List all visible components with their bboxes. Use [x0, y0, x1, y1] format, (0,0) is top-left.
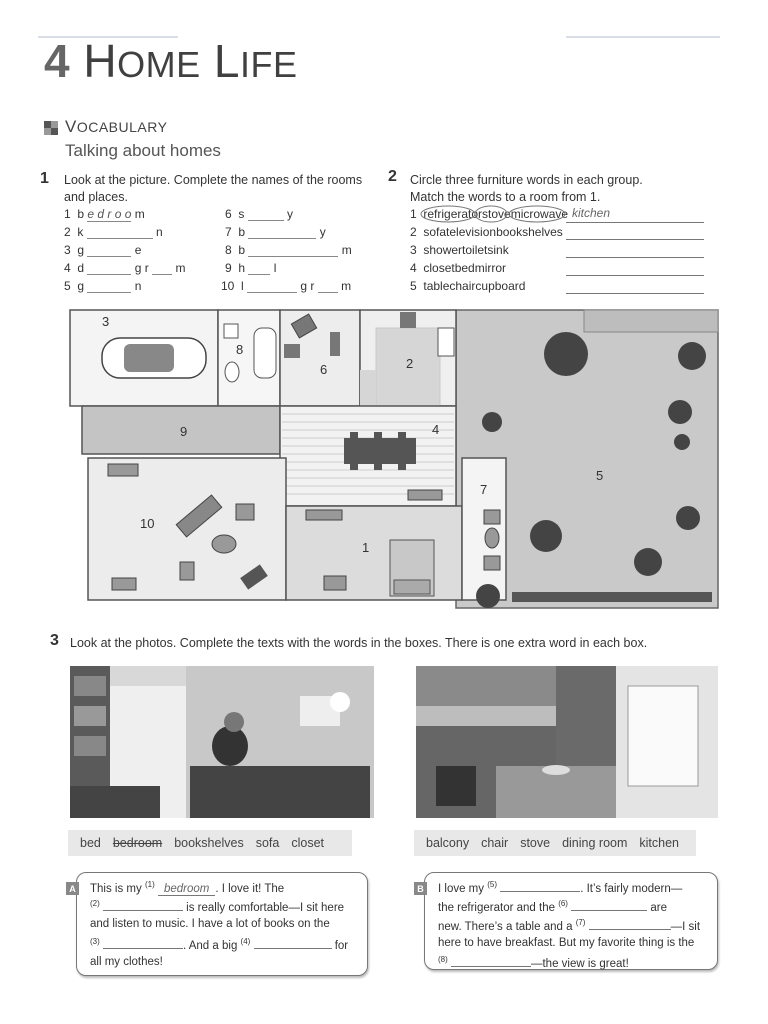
plan-label-8: 8 [236, 342, 244, 357]
text-b-badge: B [414, 882, 427, 895]
ex1-item-9[interactable]: 9 h l [225, 261, 277, 275]
ex2-item-4[interactable]: 4 closetbedmirror [410, 261, 507, 275]
exercise2-instruction: Circle three furniture words in each group. Match the words to a room from 1. [410, 173, 643, 204]
word-balcony: balcony [426, 836, 470, 850]
car-icon [102, 338, 206, 378]
ex2-item-5[interactable]: 5 tablechaircupboard [410, 279, 526, 293]
ex2-item-2[interactable]: 2 sofatelevisionbookshelves [410, 225, 563, 239]
plan-label-2: 2 [406, 356, 414, 371]
vocabulary-icon [44, 121, 58, 135]
floor-plan [68, 308, 720, 610]
plan-label-5: 5 [596, 468, 604, 483]
word-box-b [414, 830, 696, 856]
text-a-line-3: and listen to music. I have a lot of books on the [90, 918, 330, 930]
word-box-a [68, 830, 352, 856]
word-bedroom: bedroom [112, 836, 163, 850]
word-kitchen: kitchen [639, 836, 680, 850]
text-b-line-2[interactable]: the refrigerator and the $^{(6)}$ are [438, 899, 667, 914]
ex1-item-2[interactable]: 2 k n [64, 225, 163, 239]
text-a-line-5: all my clothes! [90, 956, 163, 968]
ex2-item-1[interactable]: 1 refrigeratorstovemicrowave [410, 207, 569, 221]
ex2-line-5[interactable] [566, 293, 704, 294]
plan-label-9: 9 [180, 424, 188, 439]
ex2-circle-marks [420, 203, 570, 225]
word-dining-room: dining room [562, 836, 628, 850]
word-chair: chair [481, 836, 509, 850]
text-a-line-4[interactable]: $^{(3)}$ . And a big $^{(4)}$ for [90, 937, 349, 952]
kitchen-photo [416, 666, 718, 818]
section-title: VOCABULARY [65, 117, 168, 136]
ex2-line-1[interactable] [566, 222, 704, 223]
text-a-line-2[interactable]: $^{(2)}$ is really comfortable—I sit here [90, 899, 345, 914]
word-sofa: sofa [255, 836, 280, 850]
text-a-badge: A [66, 882, 79, 895]
text-b-line-5[interactable]: $^{(8)}$ —the view is great! [438, 955, 629, 970]
ex1-item-10[interactable]: 10 l g r m [221, 279, 352, 293]
plan-label-7: 7 [480, 482, 488, 497]
text-a-line-1: This is my $^{(1)}$ bedroom . I love it! The [90, 880, 285, 895]
unit-number: 4 [44, 35, 71, 87]
exercise3-number: 3 [50, 632, 59, 649]
exercise3-instruction: Look at the photos. Complete the texts with the words in the boxes. There is one extra word in each box. [70, 636, 648, 650]
ex1-item-1[interactable]: 1 b e d r o o m [64, 207, 145, 221]
plan-label-4: 4 [432, 422, 440, 437]
ex2-line-3[interactable] [566, 257, 704, 258]
word-closet: closet [291, 836, 324, 850]
ex1-item-3[interactable]: 3 g e [64, 243, 142, 257]
unit-title: 4 HOME LIFE [44, 35, 298, 87]
ex1-item-6[interactable]: 6 s y [225, 207, 294, 221]
bedroom-photo [70, 666, 374, 818]
text-b-line-4: here to have breakfast. But my favorite thing is the [438, 937, 695, 949]
section-subtitle: Talking about homes [65, 141, 221, 160]
ex2-answer-1: kitchen [572, 206, 611, 220]
ex2-item-3[interactable]: 3 showertoiletsink [410, 243, 509, 257]
text-b-line-1[interactable]: I love my $^{(5)}$ . It’s fairly modern— [438, 880, 683, 895]
plan-label-1: 1 [362, 540, 370, 555]
ex1-item-5[interactable]: 5 g n [64, 279, 142, 293]
exercise1-instruction: Look at the picture. Complete the names of the rooms and places. [64, 173, 363, 204]
ex1-item-7[interactable]: 7 b y [225, 225, 326, 239]
header-rule-right [566, 36, 720, 38]
word-bed: bed [80, 836, 101, 850]
text-b-line-3[interactable]: new. There’s a table and a $^{(7)}$ —I sit [438, 918, 701, 933]
ex1-item-8[interactable]: 8 b m [225, 243, 352, 257]
word-stove: stove [520, 836, 551, 850]
exercise2-number: 2 [388, 168, 397, 185]
ex2-line-2[interactable] [566, 239, 704, 240]
ex1-item-4[interactable]: 4 d g r m [64, 261, 186, 275]
exercise1-number: 1 [40, 170, 49, 187]
ex2-line-4[interactable] [566, 275, 704, 276]
word-bookshelves: bookshelves [174, 836, 244, 850]
plan-label-3: 3 [102, 314, 110, 329]
plan-label-10: 10 [140, 516, 155, 531]
plan-label-6: 6 [320, 362, 328, 377]
